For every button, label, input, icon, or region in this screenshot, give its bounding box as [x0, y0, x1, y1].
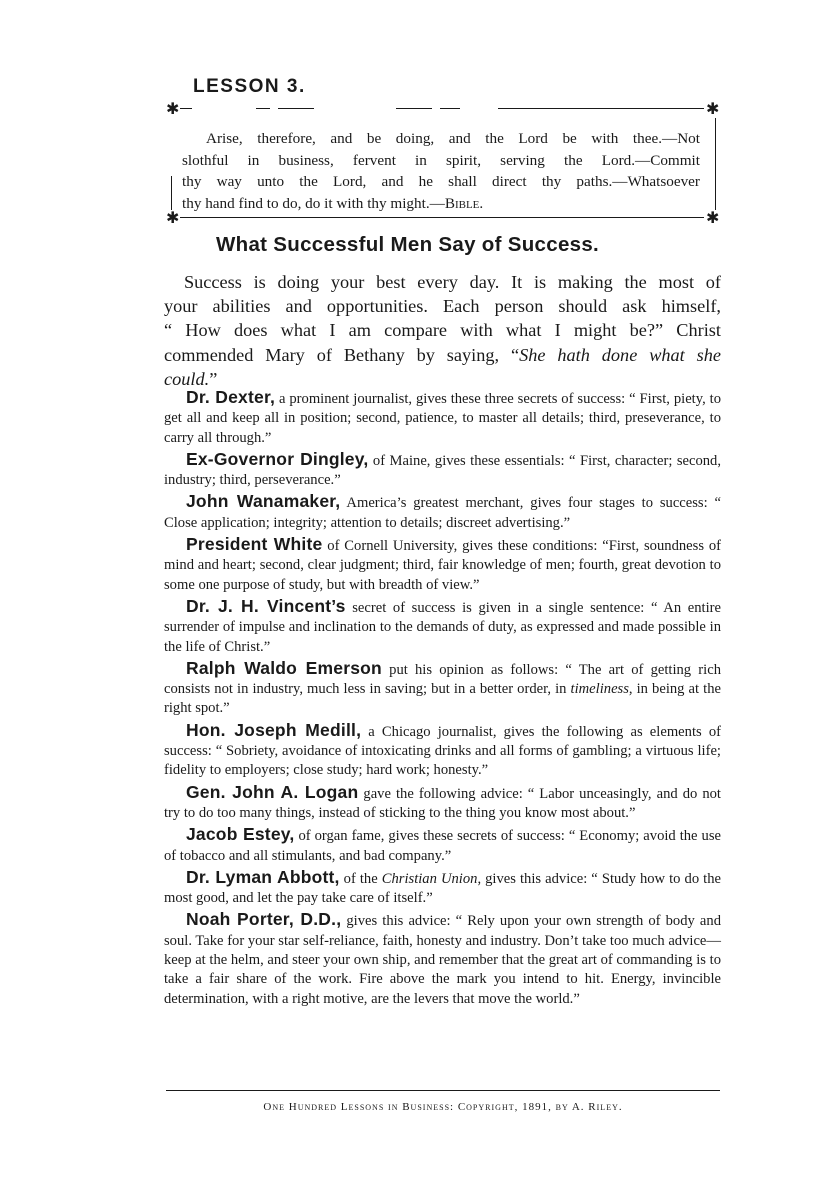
quote-text: of the	[339, 870, 382, 887]
epigraph-bottom-rule	[166, 208, 722, 227]
footer-rule	[166, 1090, 720, 1091]
epigraph-line: Arise, therefore, and be doing, and the Lord be with thee.—Not	[206, 130, 700, 147]
quote-italic: Christian Union	[381, 870, 478, 887]
quote-text: a Chicago journalist, gives the following as elements of success: “ Sobriety, avoidance of intoxicating drinks and all forms of gambling; a virtuous life; fidelity to employers; close study; hard work; honesty.”	[164, 723, 721, 779]
quote-text: of Cornell University, gives these conditions: “First, soundness of mind and heart; second, clear judgment; third, fair knowledge of men; fourth, great devotion to some one purpose of study, but with breadth of view.”	[164, 538, 721, 593]
quote-entry	[164, 450, 721, 491]
quote-text: of Maine, gives these essentials: “ First, character; second, industry; third, perseverance.”	[164, 452, 721, 489]
epigraph-source: Bible.	[444, 194, 484, 212]
epigraph-line: slothful in business, fervent in spirit, serving the Lord.—Commit	[182, 151, 700, 169]
intro-line-end: could.”	[164, 368, 218, 389]
quote-author: Ex-Governor Dingley,	[186, 448, 369, 469]
asterisk-ornament-icon: ✱	[706, 99, 720, 118]
quote-text: of organ fame, gives these secrets of success: “ Economy; avoid the use of tobacco and all stimulants, and bad company.”	[164, 828, 721, 864]
intro-paragraph	[164, 270, 721, 391]
intro-line: “ How does what I am compare with what I might be?” Christ	[164, 320, 721, 341]
quote-author: Jacob Estey,	[186, 824, 295, 845]
quote-text: a prominent journalist, gives these three secrets of success: “ First, piety, to get all and keep all in position; second, patience, to master all details; third, preseverance, to carry all through.”	[164, 391, 722, 446]
quote-entry	[164, 535, 721, 595]
quote-author: Noah Porter, D.D.,	[186, 909, 342, 930]
quote-text: gave the following advice: “ Labor unceasingly, and do not try to do too many things, instead of sticking to the thing you know most about.”	[164, 785, 721, 821]
quote-text: gives this advice: “ Rely upon your own strength of body and soul. Take for your star self-reliance, faith, honesty and industry. Don’t take too much advice—keep at the helm, and steer your own ship, and remember that the great art of commanding is to take a fair share of the work. Fire above the mark you intend to hit. Energy, invincible determination, with a right motive, are the levers that move the world.”	[164, 913, 721, 1007]
epigraph-top-rule	[166, 99, 722, 118]
quote-entry	[164, 910, 721, 1008]
quote-author: John Wanamaker,	[186, 491, 341, 512]
asterisk-ornament-icon: ✱	[166, 208, 180, 227]
quote-entry	[164, 721, 721, 781]
page-title: What Successful Men Say of Success.	[216, 233, 600, 256]
quote-entry	[164, 659, 721, 719]
quote-entry	[164, 597, 721, 657]
epigraph	[182, 128, 700, 214]
quote-author: Dr. Dexter,	[186, 387, 276, 407]
intro-italic-quote: She hath done what she	[519, 344, 722, 365]
epigraph-left-border	[171, 176, 172, 210]
epigraph-line: thy way unto the Lord, and he shall direct thy paths.—Whatsoever	[182, 173, 700, 190]
intro-line: Success is doing your best every day. It is making the most of	[184, 272, 721, 292]
intro-line: commended Mary of Bethany by saying, “	[164, 344, 520, 365]
epigraph-right-border	[715, 118, 716, 210]
quote-entry	[164, 492, 721, 533]
quote-entry	[164, 825, 721, 866]
quote-author: Gen. John A. Logan	[186, 781, 359, 802]
success-quotes	[164, 388, 721, 1011]
quote-entry	[164, 868, 721, 909]
quote-author: President White	[186, 534, 323, 555]
quote-text-end: , in being at the right spot.”	[164, 681, 721, 717]
quote-author: Dr. Lyman Abbott,	[186, 866, 340, 887]
quote-text: put his opinion as follows: “ The art of getting rich consists not in industry, much less in saving; but in a better order, in	[164, 661, 721, 698]
intro-line: your abilities and opportunities. Each person should ask himself,	[164, 296, 721, 317]
asterisk-ornament-icon: ✱	[166, 99, 180, 118]
footer-copyright: One Hundred Lessons in Business: Copyright, 1891, by A. Riley.	[263, 1101, 623, 1113]
asterisk-ornament-icon: ✱	[706, 208, 720, 227]
intro-line-with-quote	[164, 343, 721, 367]
quote-entry	[164, 388, 721, 448]
quote-text: America’s greatest merchant, gives four stages to success: “ Close application; integrity; attention to details; discreet advertising.”	[164, 495, 721, 531]
epigraph-line: thy hand find to do, do it with thy might.—	[182, 194, 445, 212]
quote-italic: timeliness	[570, 681, 629, 698]
quote-text-end: , gives this advice: “ Study how to do the most good, and let the pay take care of itself.”	[164, 870, 721, 907]
quote-author: Ralph Waldo Emerson	[186, 657, 382, 678]
lesson-heading: LESSON 3.	[193, 76, 306, 97]
quote-author: Dr. J. H. Vincent’s	[186, 595, 346, 616]
quote-text: secret of success is given in a single sentence: “ An entire surrender of impulse and inclination to the demands of duty, as expressed and made possible in the life of Christ.”	[164, 599, 721, 655]
quote-entry	[164, 783, 721, 824]
quote-author: Hon. Joseph Medill,	[186, 719, 362, 740]
intro-italic-quote-end: could.	[164, 368, 210, 389]
